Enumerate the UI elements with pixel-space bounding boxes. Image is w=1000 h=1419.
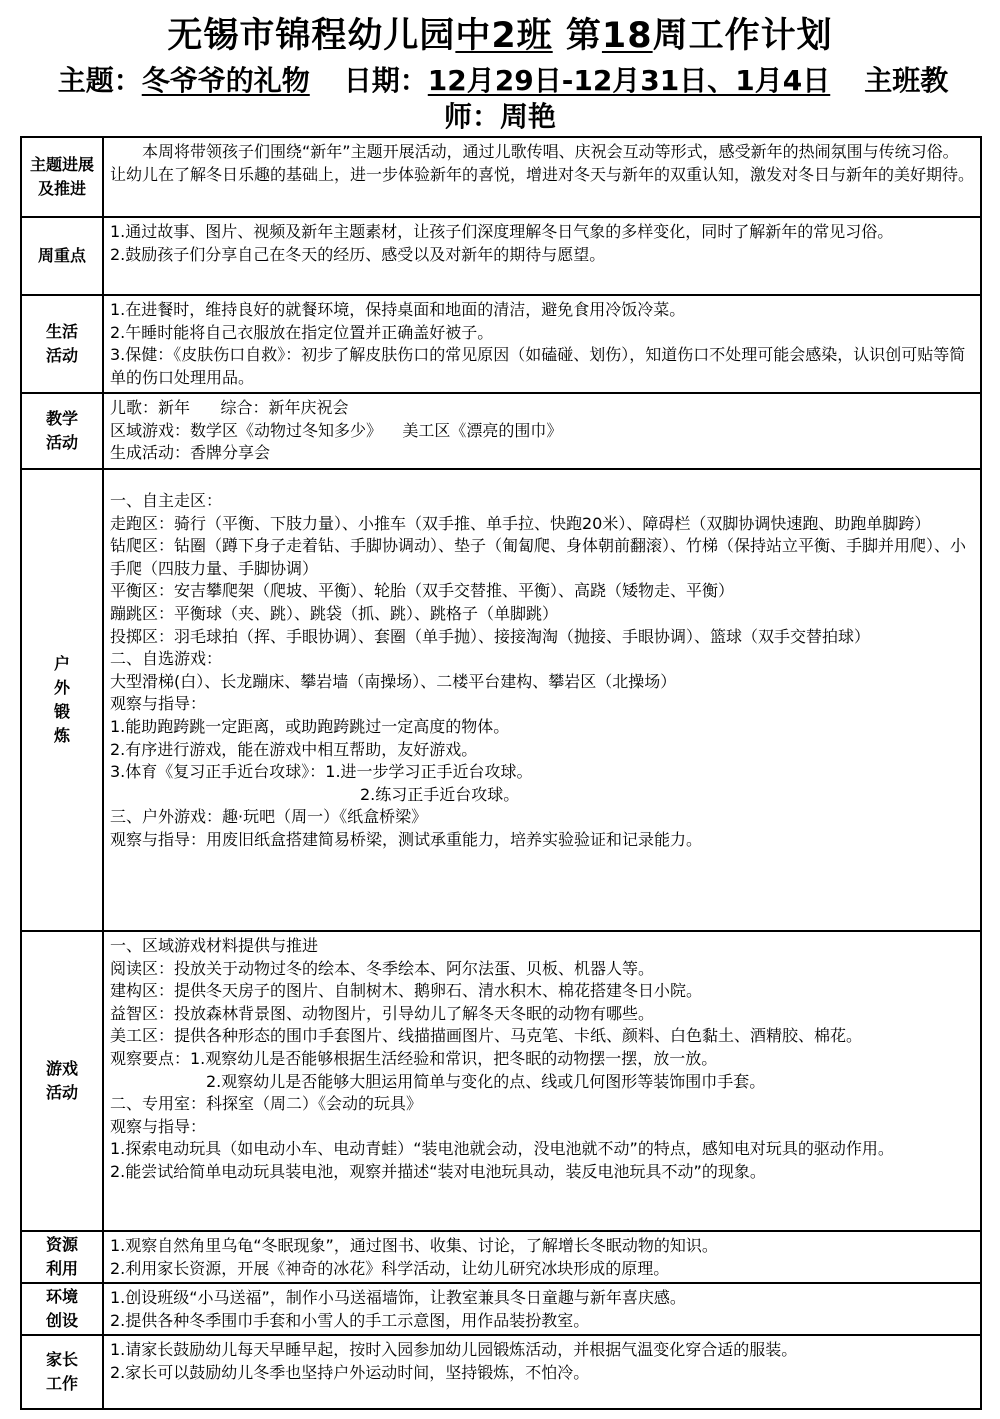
date-value: 12月29日-12月31日、1月4日 <box>427 64 831 97</box>
label-line: 外 <box>53 678 70 697</box>
label-line: 家长 <box>45 1350 78 1370</box>
theme-value: 冬爷爷的礼物 <box>141 64 310 97</box>
row-label <box>21 137 103 217</box>
label-line: 生活 <box>45 322 78 341</box>
page-title <box>0 14 1000 58</box>
row-content <box>103 1231 981 1283</box>
content-line: 观察与指导： <box>110 1116 207 1136</box>
label-line: 主题进展 <box>29 155 94 174</box>
row-content <box>103 1335 981 1409</box>
row-outdoor <box>21 469 981 931</box>
label-line: 利用 <box>45 1259 78 1279</box>
row-label <box>21 295 103 393</box>
row-label <box>21 393 103 469</box>
content-line: 建构区：提供冬天房子的图片、自制树木、鹅卵石、清水积木、棉花搭建冬日小院。 <box>110 981 703 1001</box>
label-line: 炼 <box>53 726 70 745</box>
label-line: 户 <box>53 654 70 673</box>
content-line: 投掷区：羽毛球拍（挥、手眼协调）、套圈（单手抛）、接接淘淘（抛接、手眼协调）、篮球（双手交替拍球） <box>110 626 871 646</box>
weekly-plan-table <box>20 136 982 1410</box>
row-teaching <box>21 393 981 469</box>
teacher-label-a: 主班教 <box>864 64 949 97</box>
row-content <box>103 393 981 469</box>
content-line: 阅读区：投放关于动物过冬的绘本、冬季绘本、阿尔法蛋、贝板、机器人等。 <box>110 958 655 978</box>
content-line: 2.观察幼儿是否能够大胆运用简单与变化的点、线或几何图形等装饰围巾手套。 <box>206 1071 766 1091</box>
school-name: 无锡市锦程幼儿园 <box>167 16 456 56</box>
content-line: 1.创设班级“小马送福”，制作小马送福墙饰，让教室兼具冬日童趣与新年喜庆感。 <box>110 1288 686 1308</box>
content-line: 3.保健：《皮肤伤口自救》：初步了解皮肤伤口的常见原因（如磕碰、划伤），知道伤口不处理可能会感染，认识创可贴等简单的伤口处理用品。 <box>110 345 966 387</box>
label-line: 资源 <box>45 1235 78 1255</box>
content-line: 平衡区：安吉攀爬架（爬坡、平衡）、轮胎（双手交替推、平衡）、高跷（矮物走、平衡） <box>110 581 735 601</box>
row-content <box>103 295 981 393</box>
content-line: 3.体育《复习正手近台攻球》：1.进一步学习正手近台攻球。 <box>110 762 533 782</box>
week-number: 18 <box>601 16 653 56</box>
label-line: 及推进 <box>37 179 86 198</box>
row-content <box>103 1283 981 1335</box>
content-line: 1.探索电动玩具（如电动小车、电动青蛙）“装电池就会动，没电池就不动”的特点，感知电对玩具的驱动作用。 <box>110 1139 894 1159</box>
content-line: 蹦跳区：平衡球（夹、跳）、跳袋（抓、跳）、跳格子（单脚跳） <box>110 603 559 623</box>
content-line: 益智区：投放森林背景图、动物图片，引导幼儿了解冬天冬眠的动物有哪些。 <box>110 1003 655 1023</box>
label-line: 活动 <box>45 346 78 365</box>
row-week-focus <box>21 217 981 295</box>
row-label <box>21 931 103 1231</box>
paragraph: 本周将带领孩子们围绕“新年”主题开展活动，通过儿歌传唱、庆祝会互动等形式，感受新年的热闹氛围与传统习俗。让幼儿在了解冬日乐趣的基础上，进一步体验新年的喜悦，增进对冬天与新年的双重认知，激发对冬日与新年的美好期待。 <box>110 142 975 184</box>
theme-label: 主题： <box>57 64 142 97</box>
content-line: 2.午睡时能将自己衣服放在指定位置并正确盖好被子。 <box>110 322 494 342</box>
row-label <box>21 1283 103 1335</box>
row-games <box>21 931 981 1231</box>
content-line: 1.通过故事、图片、视频及新年主题素材，让孩子们深度理解冬日气象的多样变化，同时了解新年的常见习俗。 <box>110 222 894 241</box>
label-line: 环境 <box>45 1287 78 1307</box>
row-content <box>103 217 981 295</box>
row-label: 周重点 <box>21 217 103 295</box>
row-label <box>21 469 103 931</box>
row-parents <box>21 1335 981 1409</box>
content-line: 2.练习正手近台攻球。 <box>360 784 520 804</box>
row-theme-progress <box>21 137 981 217</box>
content-line: 1.能助跑跨跳一定距离，或助跑跨跳过一定高度的物体。 <box>110 716 510 736</box>
row-label <box>21 1335 103 1409</box>
teacher-label-b: 师： <box>443 100 500 133</box>
content-line: 观察要点：1.观察幼儿是否能够根据生活经验和常识，把冬眠的动物摆一摆，放一放。 <box>110 1048 718 1068</box>
content-line: 大型滑梯(白）、长龙蹦床、攀岩墙（南操场）、二楼平台建构、攀岩区（北操场） <box>110 671 677 691</box>
label-line: 游戏 <box>45 1059 78 1078</box>
row-content <box>103 931 981 1231</box>
content-line: 2.鼓励孩子们分享自己在冬天的经历、感受以及对新年的期待与愿望。 <box>110 244 606 264</box>
content-line: 美工区：提供各种形态的围巾手套图片、线描描画图片、马克笔、卡纸、颜料、白色黏土、酒精胶、棉花。 <box>110 1026 863 1046</box>
content-line: 观察与指导： <box>110 694 207 714</box>
content-line: 观察与指导：用废旧纸盒搭建简易桥梁，测试承重能力，培养实验验证和记录能力。 <box>110 829 703 849</box>
content-line: 2.提供各种冬季围巾手套和小雪人的手工示意图，用作品装扮教室。 <box>110 1310 590 1330</box>
content-line: 二、专用室：科探室（周二）《会动的玩具》 <box>110 1094 423 1114</box>
teacher-name: 周艳 <box>500 100 557 133</box>
subtitle-line <box>28 62 978 100</box>
content-line: 1.观察自然角里乌龟“冬眠现象”，通过图书、收集、讨论，了解增长冬眠动物的知识。 <box>110 1236 718 1255</box>
row-environment <box>21 1283 981 1335</box>
content-line: 2.能尝试给简单电动玩具装电池，观察并描述“装对电池玩具动，装反电池玩具不动”的现象。 <box>110 1161 766 1181</box>
content-line: 生成活动：香牌分享会 <box>110 443 271 463</box>
teacher-line <box>0 98 1000 136</box>
content-line: 三、户外游戏：趣·玩吧（周一）《纸盒桥梁》 <box>110 807 428 827</box>
label-line: 工作 <box>45 1374 78 1394</box>
row-label <box>21 1231 103 1283</box>
date-label: 日期： <box>343 64 428 97</box>
content-line: 1.在进餐时，维持良好的就餐环境，保持桌面和地面的清洁，避免食用冷饭冷菜。 <box>110 300 686 319</box>
content-line: 2.有序进行游戏，能在游戏中相互帮助，友好游戏。 <box>110 739 478 759</box>
row-resources <box>21 1231 981 1283</box>
class-name: 中2班 <box>455 16 553 56</box>
content-line: 钻爬区：钻圈（蹲下身子走着钻、手脚协调动）、垫子（匍匐爬、身体朝前翻滚）、竹梯（保持站立平衡、手脚并用爬）、小手爬（四肢力量、手脚协调） <box>110 536 967 578</box>
content-line: 2.利用家长资源，开展《神奇的冰花》科学活动，让幼儿研究冰块形成的原理。 <box>110 1258 670 1278</box>
row-daily-life <box>21 295 981 393</box>
label-line: 教学 <box>45 409 78 428</box>
label-line: 创设 <box>45 1311 78 1331</box>
row-content <box>103 137 981 217</box>
content-line: 一、自主走区： <box>110 491 223 510</box>
content-line: 1.请家长鼓励幼儿每天早睡早起，按时入园参加幼儿园锻炼活动，并根据气温变化穿合适的服装。 <box>110 1340 798 1360</box>
label-line: 锻 <box>53 702 70 721</box>
content-line: 一、区域游戏材料提供与推进 <box>110 936 319 955</box>
label-line: 活动 <box>45 1083 78 1102</box>
content-line: 走跑区：骑行（平衡、下肢力量）、小推车（双手推、单手拉、快跑20米）、障碍栏（双脚协调快速跑、助跑单脚跨） <box>110 513 931 533</box>
label-line: 活动 <box>45 433 78 452</box>
content-line: 区域游戏：数学区《动物过冬知多少》 美工区《漂亮的围巾》 <box>110 420 563 440</box>
week-suffix: 周工作计划 <box>652 16 833 56</box>
content-line: 2.家长可以鼓励幼儿冬季也坚持户外运动时间，坚持锻炼，不怕冷。 <box>110 1362 590 1382</box>
content-line: 二、自选游戏： <box>110 649 223 669</box>
row-content <box>103 469 981 931</box>
content-line: 儿歌：新年 综合：新年庆祝会 <box>110 398 349 417</box>
week-prefix: 第 <box>565 16 602 56</box>
